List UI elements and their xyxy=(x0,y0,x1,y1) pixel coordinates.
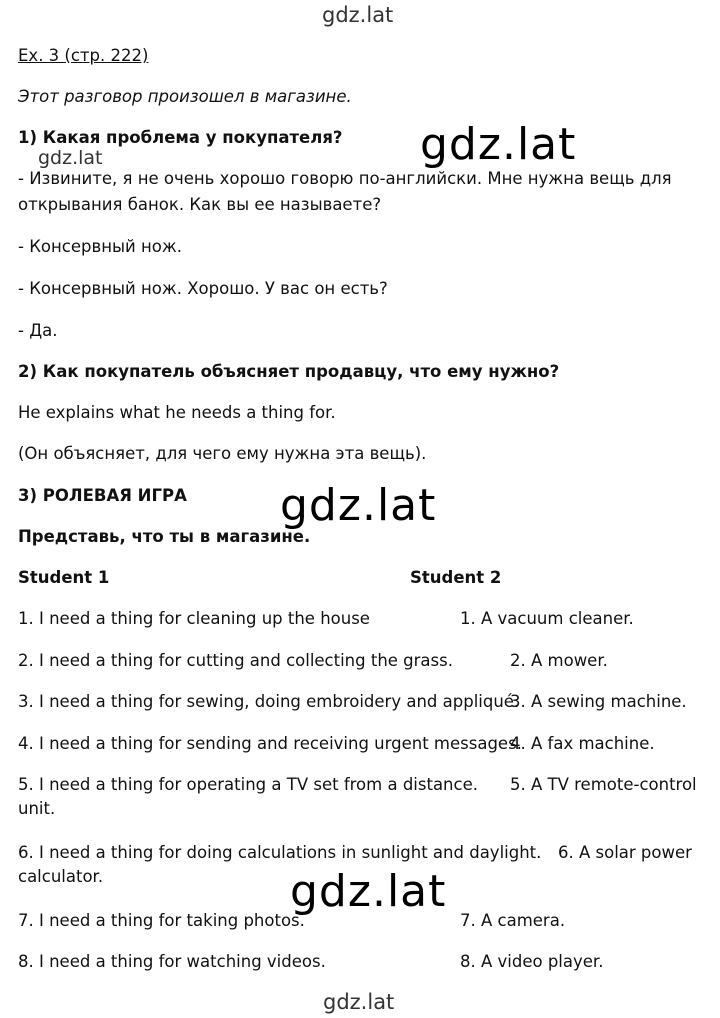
table-row xyxy=(0,650,720,694)
student1-line: 8. I need a thing for watching videos. xyxy=(18,952,326,971)
student1-line: 1. I need a thing for cleaning up the house xyxy=(18,609,370,628)
student2-line: 7. A camera. xyxy=(460,911,566,930)
section2-translation: (Он объясняет, для чего ему нужна эта вещь). xyxy=(18,444,427,463)
student1-line: 5. I need a thing for operating a TV set from a distance. xyxy=(18,775,478,794)
student1-line: 3. I need a thing for sewing, doing embroidery and appliqué. xyxy=(18,692,520,711)
table-row xyxy=(0,774,720,822)
exercise-title: Ex. 3 (стр. 222) xyxy=(18,46,149,65)
student1-line: 2. I need a thing for cutting and collecting the grass. xyxy=(18,651,453,670)
intro-text: Этот разговор произошел в магазине. xyxy=(18,87,352,106)
watermark-big-2: gdz.lat xyxy=(280,480,437,531)
table-row xyxy=(0,608,720,652)
section2-answer: He explains what he needs a thing for. xyxy=(18,403,336,422)
watermark-under-heading: gdz.lat xyxy=(38,147,103,169)
student1-line-continuation: unit. xyxy=(18,799,56,818)
watermark-bottom: gdz.lat xyxy=(323,990,395,1014)
student1-line-continuation: calculator. xyxy=(18,867,104,886)
dialogue-line: - Извините, я не очень хорошо говорю по-английски. Мне нужна вещь для xyxy=(18,169,672,188)
table-row xyxy=(0,951,720,995)
student1-line: 6. I need a thing for doing calculations in sunlight and daylight. xyxy=(18,843,542,862)
watermark-big-1: gdz.lat xyxy=(420,119,577,170)
student2-line: 3. A sewing machine. xyxy=(510,692,687,711)
section1-heading: 1) Какая проблема у покупателя? xyxy=(18,128,343,147)
student2-line: 8. A video player. xyxy=(460,952,604,971)
student2-line: 6. A solar power xyxy=(558,843,692,862)
watermark-big-3: gdz.lat xyxy=(290,866,447,917)
student1-line: 4. I need a thing for sending and receiving urgent messages. xyxy=(18,734,522,753)
student2-line: 4. A fax machine. xyxy=(510,734,655,753)
dialogue-line: - Консервный нож. Хорошо. У вас он есть? xyxy=(18,279,388,298)
student1-header: Student 1 xyxy=(18,568,110,587)
student2-line: 2. A mower. xyxy=(510,651,608,670)
student1-line: 7. I need a thing for taking photos. xyxy=(18,911,305,930)
dialogue-line: открывания банок. Как вы ее называете? xyxy=(18,195,382,214)
section3-subheading: Представь, что ты в магазине. xyxy=(18,527,311,546)
dialogue-line: - Консервный нож. xyxy=(18,237,182,256)
table-row xyxy=(0,842,720,890)
section2-heading: 2) Как покупатель объясняет продавцу, что ему нужно? xyxy=(18,362,560,381)
dialogue-line: - Да. xyxy=(18,321,58,340)
table-row xyxy=(0,910,720,954)
table-row xyxy=(0,733,720,777)
table-row xyxy=(0,691,720,735)
watermark-top: gdz.lat xyxy=(322,3,394,27)
student2-line: 1. A vacuum cleaner. xyxy=(460,609,634,628)
student2-header: Student 2 xyxy=(410,568,502,587)
student2-line: 5. A TV remote-control xyxy=(510,775,697,794)
section3-heading: 3) РОЛЕВАЯ ИГРА xyxy=(18,486,187,505)
